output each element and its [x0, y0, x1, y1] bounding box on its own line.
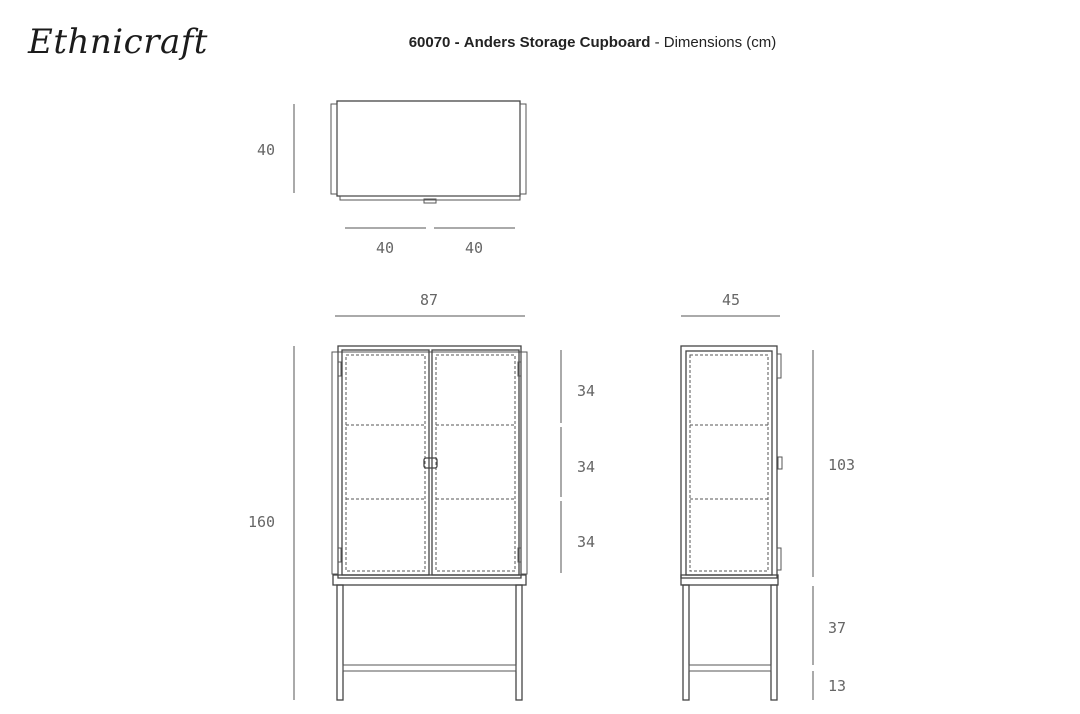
- top-view-left-cap: [331, 104, 337, 194]
- side-leg-height-label: 37: [828, 619, 847, 637]
- product-code: 60070: [408, 34, 451, 51]
- front-right-leg: [516, 585, 522, 700]
- left-door-glass: [346, 355, 425, 571]
- side-view: [681, 291, 855, 700]
- top-width-right-label: 40: [465, 239, 484, 257]
- front-height-label: 160: [248, 513, 276, 531]
- top-depth-label: 40: [257, 141, 276, 159]
- side-cabinet-body: [681, 346, 777, 578]
- side-glass: [690, 355, 768, 571]
- side-front-leg: [683, 585, 689, 700]
- side-base-rail: [681, 575, 778, 585]
- right-door: [432, 350, 519, 575]
- right-door-glass: [436, 355, 515, 571]
- front-right-side: [521, 352, 527, 574]
- side-panel: [686, 351, 772, 575]
- title-suffix: - Dimensions (cm): [654, 34, 777, 51]
- product-name: Anders Storage Cupboard: [463, 34, 651, 51]
- top-width-left-label: 40: [376, 239, 395, 257]
- top-view: [257, 101, 526, 257]
- front-hinge-top-left: [338, 362, 341, 376]
- shelf-3-label: 34: [577, 533, 596, 551]
- front-left-leg: [337, 585, 343, 700]
- title-separator: -: [454, 34, 460, 51]
- shelf-2-label: 34: [577, 458, 596, 476]
- side-depth-label: 45: [722, 291, 741, 309]
- front-base-rail: [333, 575, 526, 585]
- side-handle: [778, 457, 782, 469]
- side-bottom-stretcher: [689, 665, 771, 671]
- top-view-outline: [337, 101, 520, 196]
- front-width-label: 87: [420, 291, 439, 309]
- front-hinge-bottom-left: [338, 548, 341, 562]
- front-bottom-stretcher: [343, 665, 516, 671]
- left-door: [342, 350, 429, 575]
- side-cabinet-height-label: 103: [828, 456, 856, 474]
- top-view-right-cap: [520, 104, 526, 194]
- ethnicraft-logo: Ethnicraft: [28, 22, 208, 62]
- shelf-1-label: 34: [577, 382, 596, 400]
- front-view: [248, 291, 595, 700]
- side-back-leg: [771, 585, 777, 700]
- front-left-side: [332, 352, 338, 574]
- front-door-handle: [424, 458, 437, 468]
- side-base-height-label: 13: [828, 677, 847, 695]
